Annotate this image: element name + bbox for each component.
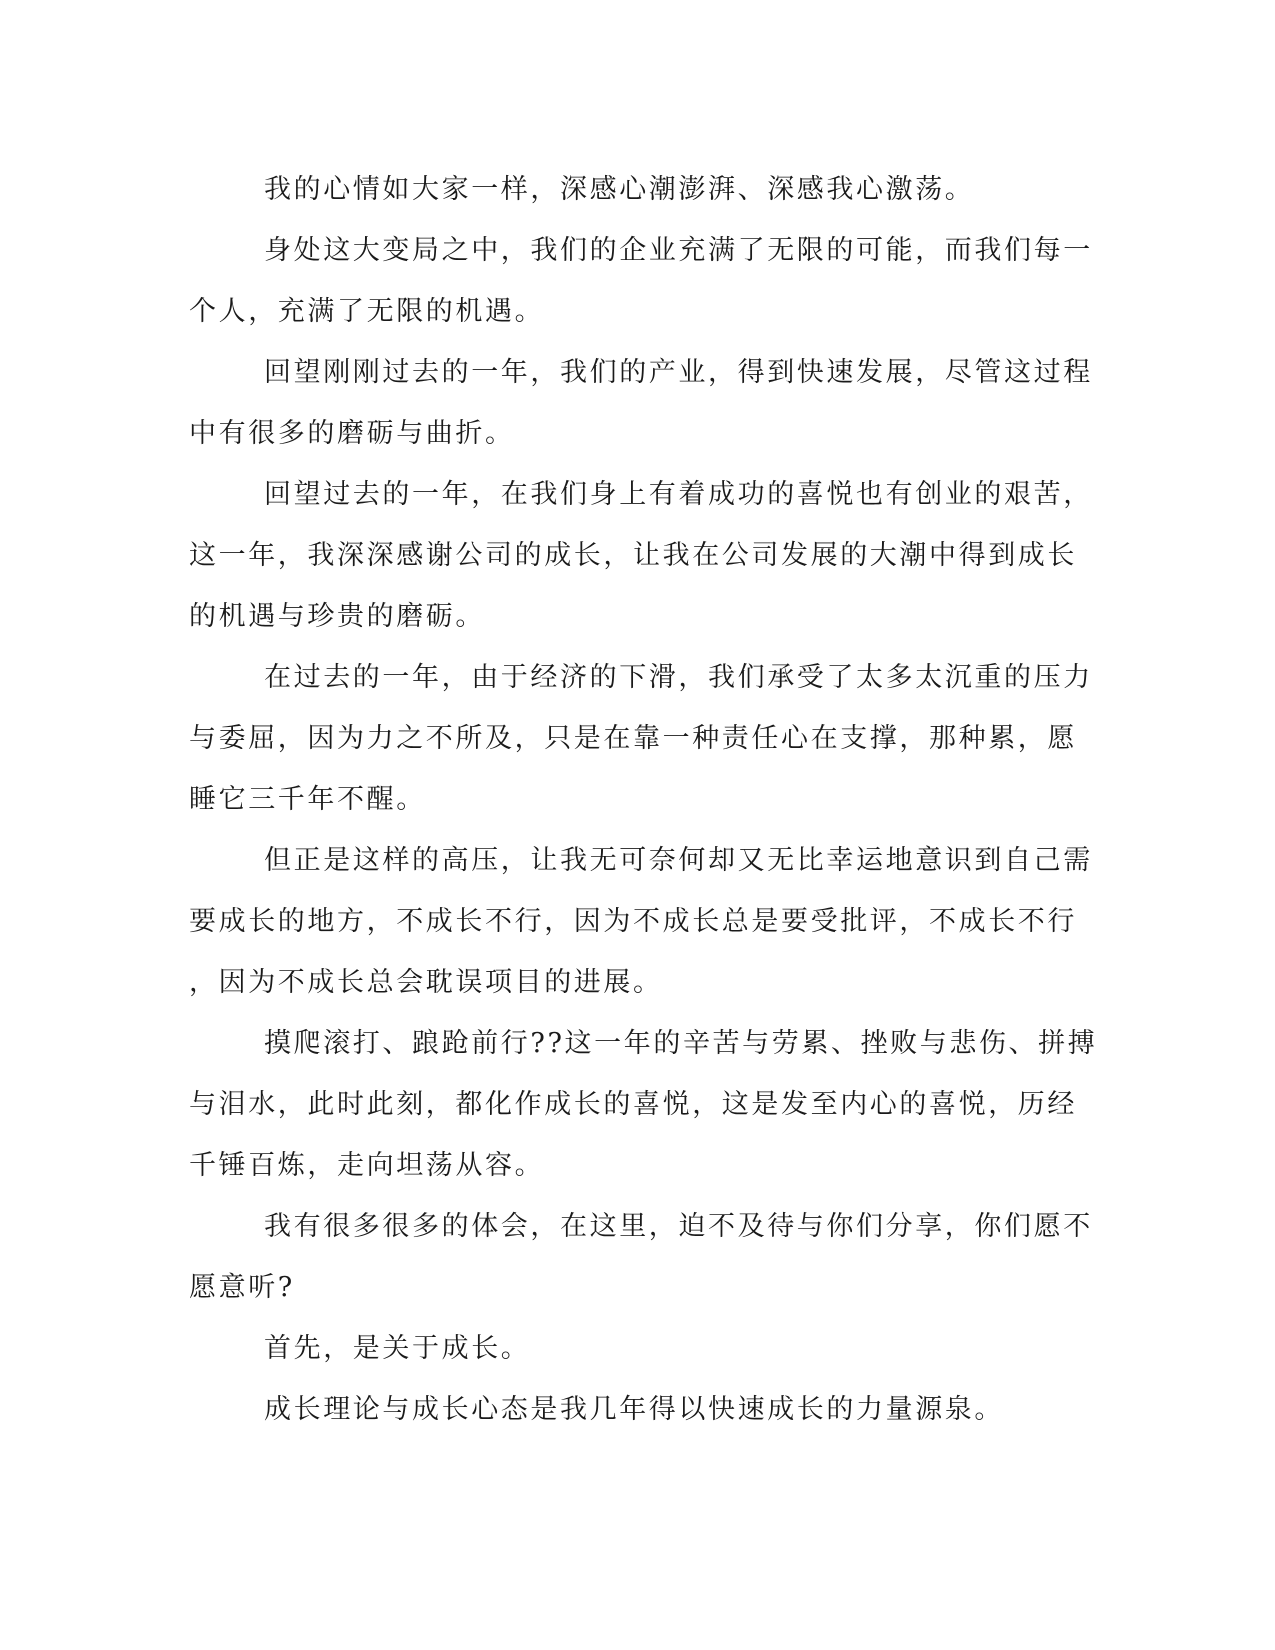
text-line: 与委屈，因为力之不所及，只是在靠一种责任心在支撑，那种累，愿 — [189, 723, 1077, 754]
text-line: 我有很多很多的体会，在这里，迫不及待与你们分享，你们愿不 — [264, 1211, 1093, 1242]
text-line: 回望刚刚过去的一年，我们的产业，得到快速发展，尽管这过程 — [264, 357, 1093, 388]
text-line: ，因为不成长总会耽误项目的进展。 — [189, 967, 663, 998]
text-line: 中有很多的磨砺与曲折。 — [189, 418, 515, 449]
text-line: 要成长的地方，不成长不行，因为不成长总是要受批评，不成长不行 — [189, 906, 1077, 937]
text-line: 但正是这样的高压，让我无可奈何却又无比幸运地意识到自己需 — [264, 845, 1093, 876]
text-line: 成长理论与成长心态是我几年得以快速成长的力量源泉。 — [264, 1394, 1004, 1425]
text-line: 摸爬滚打、踉跄前行??这一年的辛苦与劳累、挫败与悲伤、拼搏 — [264, 1028, 1098, 1059]
text-line: 我的心情如大家一样，深感心潮澎湃、深感我心激荡。 — [264, 174, 975, 205]
text-line: 的机遇与珍贵的磨砺。 — [189, 601, 485, 632]
text-line: 个人，充满了无限的机遇。 — [189, 296, 545, 327]
text-line: 睡它三千年不醒。 — [189, 784, 426, 815]
text-line: 与泪水，此时此刻，都化作成长的喜悦，这是发至内心的喜悦，历经 — [189, 1089, 1077, 1120]
text-line: 千锤百炼，走向坦荡从容。 — [189, 1150, 545, 1181]
text-line: 身处这大变局之中，我们的企业充满了无限的可能，而我们每一 — [264, 235, 1093, 266]
text-line: 这一年，我深深感谢公司的成长，让我在公司发展的大潮中得到成长 — [189, 540, 1077, 571]
text-line: 回望过去的一年，在我们身上有着成功的喜悦也有创业的艰苦， — [264, 479, 1093, 510]
text-line: 愿意听? — [189, 1272, 295, 1303]
text-line: 在过去的一年，由于经济的下滑，我们承受了太多太沉重的压力 — [264, 662, 1093, 693]
text-line: 首先，是关于成长。 — [264, 1333, 531, 1364]
